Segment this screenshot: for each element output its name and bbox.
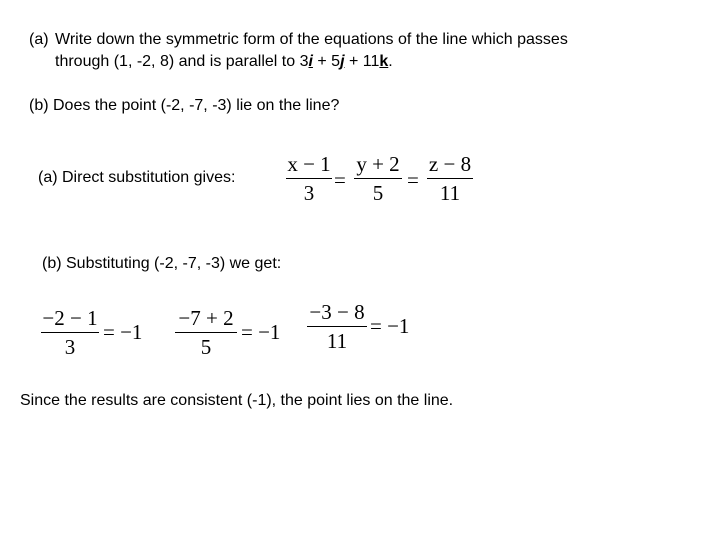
question-b: (b) Does the point (-2, -7, -3) lie on the line? [29, 97, 340, 114]
substitution-z: −3 − 8 11 [307, 300, 367, 353]
substitution-z-result: = −1 [370, 314, 410, 338]
fraction-x: x − 1 3 [287, 152, 331, 206]
unit-vector-k: k [379, 53, 389, 70]
question-a-line1: Write down the symmetric form of the equations of the line which passes [55, 31, 568, 48]
question-a-line2: through (1, -2, 8) and is parallel to 3i + 5j + 11k. [55, 53, 393, 70]
equals-sign: = [407, 168, 419, 192]
substitution-y: −7 + 2 5 [175, 306, 237, 359]
substitution-x-result: = −1 [103, 320, 143, 344]
unit-vector-j: j [340, 53, 345, 70]
answer-a-label: (a) Direct substitution gives: [38, 169, 236, 186]
question-a [29, 29, 689, 73]
answer-b-label: (b) Substituting (-2, -7, -3) we get: [42, 255, 282, 272]
substitution-y-result: = −1 [241, 320, 281, 344]
fraction-z: z − 8 11 [428, 152, 472, 206]
conclusion: Since the results are consistent (-1), the point lies on the line. [20, 392, 454, 409]
substitution-x: −2 − 1 3 [42, 306, 98, 360]
fraction-y: y + 2 5 [354, 152, 402, 205]
question-a-label: (a) [29, 31, 49, 48]
unit-vector-i: i [308, 53, 313, 70]
equals-sign: = [334, 168, 346, 192]
